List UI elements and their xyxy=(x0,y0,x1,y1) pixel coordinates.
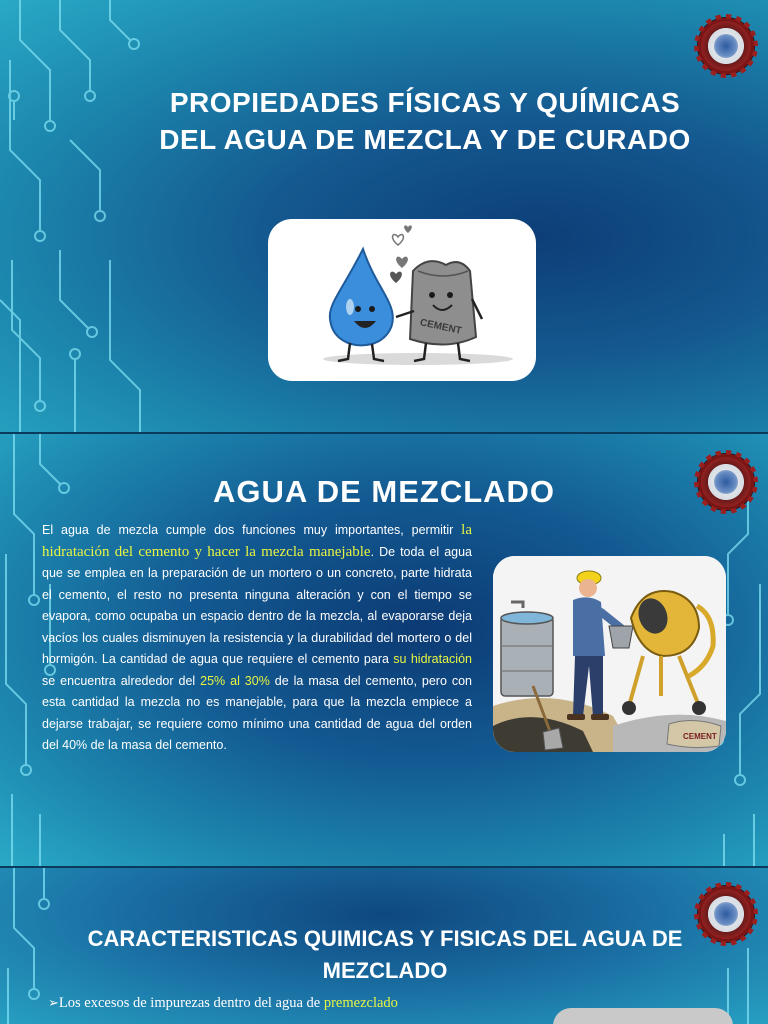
highlight-text: 25% al 30% xyxy=(200,673,270,688)
body-paragraph xyxy=(42,520,472,757)
slide-title: AGUA DE MEZCLADO xyxy=(212,474,556,509)
university-logo-icon xyxy=(698,886,754,942)
paragraph-text: se encuentra alrededor del xyxy=(42,673,201,688)
worker-mixer-illustration xyxy=(493,556,726,752)
circuit-decoration-left xyxy=(0,0,160,432)
bullet-text: Los excesos de impurezas dentro del agua de xyxy=(58,995,324,1011)
worker-with-cement-mixer-image xyxy=(493,556,726,752)
slide-title: PROPIEDADES FÍSICAS Y QUÍMICAS DEL AGUA DE MEZCLA Y DE CURADO xyxy=(159,87,691,155)
paragraph-text: . De toda el agua que se emplea en la preparación de un mortero o un concreto, parte hidrata el cemento, el resto no presenta ninguna alteración y con el tiempo se evapora, como ocupaba un espacio dentro de la mezcla, al evaporarse deja vacíos los cuales disminuyen la resistencia y la durabilidad del mortero o del hormigón. La cantidad de agua que requiere el cemento para xyxy=(42,544,472,666)
arrow-bullet-icon: ➢ xyxy=(48,995,59,1010)
highlight-text: la hidratación del cemento y hacer la mezcla manejable xyxy=(42,522,472,560)
paragraph-text: El agua de mezcla cumple dos funciones muy importantes, permitir xyxy=(42,523,462,537)
highlight-text: premezclado xyxy=(323,995,398,1011)
bullet-item xyxy=(48,995,568,1012)
cement-bag-label: CEMENT xyxy=(683,732,717,741)
slide-2 xyxy=(0,434,768,866)
water-cement-illustration xyxy=(268,219,536,381)
paragraph-text: de la masa del cemento, pero con esta cantidad la mezcla no es manejable, para que la mezcla empiece a dejarse trabajar, se requiere como mínimo una cantidad de agua del orden del 40% de la masa del cemento. xyxy=(42,673,473,752)
water-drop-and-cement-bag-image xyxy=(268,219,536,381)
highlight-text: su hidratación xyxy=(393,652,472,666)
cement-bag-label: CEMENT xyxy=(418,317,463,337)
university-logo-icon xyxy=(698,18,754,74)
slide-title: CARACTERISTICAS QUIMICAS Y FISICAS DEL AGUA DE MEZCLADO xyxy=(87,926,683,983)
partial-image-card xyxy=(553,1008,733,1024)
slide-3 xyxy=(0,868,768,1024)
slide-1 xyxy=(0,0,768,432)
